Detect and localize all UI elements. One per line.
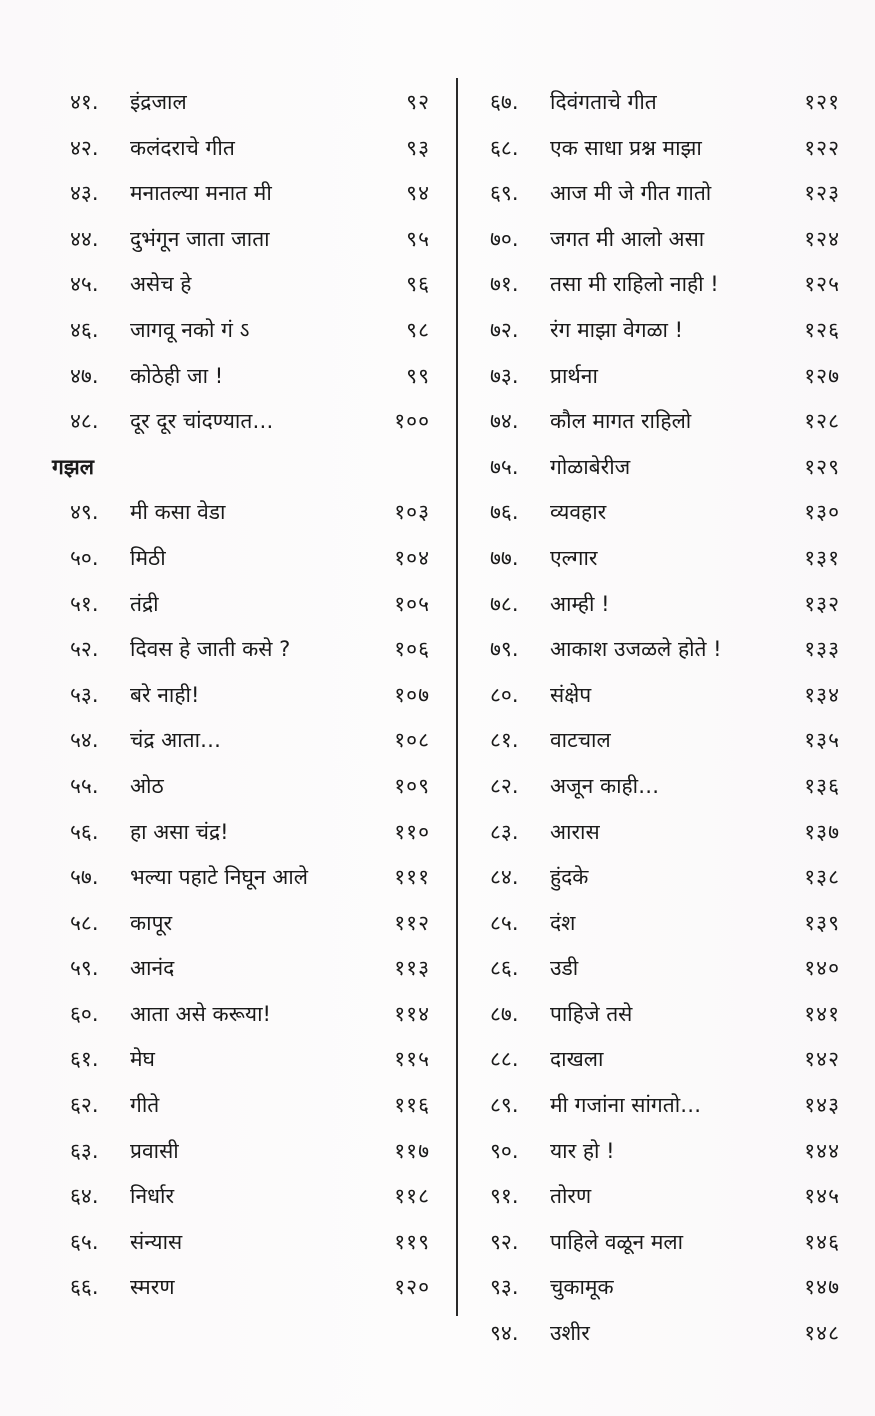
toc-entry [490, 399, 840, 445]
entry-number: ६७. [490, 90, 519, 114]
toc-entry [490, 1174, 840, 1220]
entry-title: कलंदराचे गीत [130, 135, 235, 160]
toc-entry [490, 718, 840, 764]
toc-entry [490, 1311, 840, 1357]
toc-entry [70, 627, 430, 673]
entry-title: निर्धार [130, 1184, 175, 1209]
entry-number: ८४. [490, 865, 519, 890]
entry-number: ७२. [490, 317, 519, 342]
entry-number: ६६. [70, 1275, 99, 1300]
entry-page: ११४ [394, 1001, 430, 1026]
toc-entry [70, 1220, 430, 1266]
entry-page: १२९ [804, 454, 840, 479]
entry-number: ५२. [70, 637, 99, 662]
entry-title: स्मरण [130, 1275, 175, 1300]
entry-number: ४६. [70, 317, 99, 342]
entry-title: आकाश उजळले होते ! [550, 637, 722, 662]
entry-number: ६०. [70, 1001, 99, 1026]
entry-title: इंद्रजाल [130, 90, 187, 114]
toc-entry [70, 126, 430, 172]
entry-title: यार हो ! [550, 1138, 615, 1163]
entry-page: १३० [804, 500, 840, 525]
toc-entry [490, 1083, 840, 1129]
toc-entry [70, 490, 430, 536]
entry-number: ८३. [490, 819, 519, 844]
entry-number: ६१. [70, 1047, 99, 1072]
entry-page: ११० [394, 819, 430, 844]
entry-page: १११ [394, 865, 430, 890]
entry-page: १०९ [394, 773, 430, 798]
entry-page: १०० [394, 409, 430, 434]
entry-number: ५४. [70, 728, 99, 753]
entry-page: १४५ [804, 1184, 840, 1209]
entry-number: ९०. [490, 1138, 519, 1163]
entry-number: ५६. [70, 819, 99, 844]
entry-number: ७६. [490, 500, 519, 525]
entry-number: ९२. [490, 1229, 519, 1254]
entry-title: भल्या पहाटे निघून आले [130, 865, 308, 890]
toc-entry [70, 171, 430, 217]
entry-page: १३२ [804, 591, 840, 616]
toc-entry [70, 1174, 430, 1220]
entry-title: वाटचाल [550, 728, 611, 753]
entry-number: ४९. [70, 500, 99, 525]
entry-page: ९४ [406, 181, 430, 206]
entry-title: संक्षेप [550, 682, 592, 707]
toc-entry [490, 1265, 840, 1311]
entry-title: प्रवासी [130, 1138, 179, 1163]
entry-title: जगत मी आलो असा [550, 226, 705, 251]
toc-list-part1 [70, 80, 430, 445]
entry-title: दूर दूर चांदण्यात… [130, 409, 274, 434]
toc-entry [490, 992, 840, 1038]
entry-number: ४४. [70, 226, 99, 251]
entry-number: ९१. [490, 1184, 519, 1209]
entry-number: ९३. [490, 1275, 519, 1300]
entry-number: ७३. [490, 363, 519, 388]
toc-entry [490, 627, 840, 673]
toc-entry [70, 217, 430, 263]
entry-page: १४८ [804, 1321, 840, 1346]
entry-number: ७५. [490, 454, 519, 479]
entry-number: ४५. [70, 272, 99, 297]
column-divider [456, 78, 458, 1316]
entry-number: ८८. [490, 1047, 519, 1072]
entry-page: १३७ [804, 819, 840, 844]
entry-page: ९६ [406, 272, 430, 297]
toc-entry [70, 399, 430, 445]
entry-page: १४४ [804, 1138, 840, 1163]
entry-number: ७४. [490, 409, 519, 434]
entry-number: ८१. [490, 728, 519, 753]
toc-entry [70, 992, 430, 1038]
toc-entry [490, 308, 840, 354]
toc-entry [490, 582, 840, 628]
entry-title: गोळाबेरीज [550, 454, 631, 479]
entry-number: ६८. [490, 135, 519, 160]
entry-number: ७९. [490, 637, 519, 662]
entry-number: ४७. [70, 363, 99, 388]
entry-title: तंद्री [130, 591, 159, 616]
entry-number: ८५. [490, 910, 519, 935]
entry-page: १४० [804, 956, 840, 981]
toc-entry [490, 901, 840, 947]
entry-page: १३४ [804, 682, 840, 707]
section-heading-gazal: गझल [52, 454, 94, 479]
entry-title: चंद्र आता… [130, 728, 222, 753]
toc-entry [490, 445, 840, 491]
entry-title: कोठेही जा ! [130, 363, 224, 388]
toc-entry [70, 582, 430, 628]
entry-title: हा असा चंद्र! [130, 819, 229, 844]
entry-title: आनंद [130, 956, 175, 981]
entry-page: १२१ [804, 90, 840, 114]
entry-page: १४७ [804, 1275, 840, 1300]
entry-page: १४६ [804, 1229, 840, 1254]
entry-title: एक साधा प्रश्न माझा [550, 135, 702, 160]
toc-entry [70, 354, 430, 400]
entry-title: दाखला [550, 1047, 604, 1072]
toc-entry [70, 946, 430, 992]
entry-number: ५८. [70, 910, 99, 935]
entry-number: ६२. [70, 1093, 99, 1118]
entry-page: १३६ [804, 773, 840, 798]
entry-page: १२४ [804, 226, 840, 251]
toc-list-part2 [70, 490, 430, 1311]
entry-page: ९३ [406, 135, 430, 160]
entry-number: ६९. [490, 181, 519, 206]
entry-number: ७७. [490, 545, 519, 570]
toc-entry [490, 764, 840, 810]
toc-entry [70, 80, 430, 126]
entry-title: जागवू नको गं ऽ [130, 317, 250, 342]
entry-title: गीते [130, 1093, 160, 1118]
entry-page: १४२ [804, 1047, 840, 1072]
entry-number: ९४. [490, 1321, 519, 1346]
entry-number: ५९. [70, 956, 99, 981]
entry-page: १०८ [394, 728, 430, 753]
entry-title: मिठी [130, 545, 166, 570]
entry-title: पाहिजे तसे [550, 1001, 633, 1026]
entry-page: १०५ [394, 591, 430, 616]
entry-title: ओठ [130, 773, 164, 798]
toc-entry [490, 673, 840, 719]
toc-entry [70, 536, 430, 582]
toc-entry [70, 308, 430, 354]
entry-number: ६३. [70, 1138, 99, 1163]
toc-entry [70, 718, 430, 764]
entry-title: असेच हे [130, 272, 192, 297]
entry-title: एल्गार [550, 545, 598, 570]
toc-entry [490, 1037, 840, 1083]
toc-entry [70, 1083, 430, 1129]
entry-title: पाहिले वळून मला [550, 1229, 684, 1254]
entry-number: ५५. [70, 773, 99, 798]
toc-entry [70, 1129, 430, 1175]
toc-entry [490, 536, 840, 582]
entry-page: १३१ [804, 545, 840, 570]
toc-entry [490, 490, 840, 536]
toc-entry [490, 171, 840, 217]
toc-entry [490, 1220, 840, 1266]
entry-page: ११३ [394, 956, 430, 981]
entry-number: ६४. [70, 1184, 99, 1209]
entry-page: ११६ [394, 1093, 430, 1118]
entry-number: ८२. [490, 773, 519, 798]
toc-entry [490, 262, 840, 308]
entry-title: आता असे करूया! [130, 1001, 271, 1026]
toc-entry [70, 764, 430, 810]
entry-number: ४१. [70, 90, 99, 114]
entry-number: ५३. [70, 682, 99, 707]
entry-title: बरे नाही! [130, 682, 200, 707]
entry-title: तसा मी राहिलो नाही ! [550, 272, 719, 297]
entry-title: प्रार्थना [550, 363, 598, 388]
entry-title: मी गजांना सांगतो… [550, 1093, 702, 1118]
entry-title: दुभंगून जाता जाता [130, 226, 270, 251]
entry-title: कापूर [130, 910, 173, 935]
entry-title: मनातल्या मनात मी [130, 181, 272, 206]
toc-entry [70, 1037, 430, 1083]
toc-entry [490, 217, 840, 263]
entry-title: हुंदके [550, 865, 589, 890]
toc-entry [490, 126, 840, 172]
toc-entry [70, 673, 430, 719]
entry-page: ११५ [394, 1047, 430, 1072]
entry-number: ८९. [490, 1093, 519, 1118]
entry-title: आरास [550, 819, 600, 844]
entry-page: १०४ [394, 545, 430, 570]
toc-entry [70, 855, 430, 901]
entry-title: मेघ [130, 1047, 155, 1072]
toc-right-column [490, 80, 840, 1357]
entry-page: १२३ [804, 181, 840, 206]
toc-entry [490, 810, 840, 856]
entry-number: ४२. [70, 135, 99, 160]
entry-page: १३८ [804, 865, 840, 890]
entry-title: व्यवहार [550, 500, 607, 525]
entry-title: संन्यास [130, 1229, 183, 1254]
entry-page: १४३ [804, 1093, 840, 1118]
entry-title: उशीर [550, 1321, 590, 1346]
toc-entry [70, 810, 430, 856]
entry-page: १२० [394, 1275, 430, 1300]
entry-page: १२६ [804, 317, 840, 342]
entry-number: ८७. [490, 1001, 519, 1026]
entry-page: ११९ [394, 1229, 430, 1254]
entry-page: १३५ [804, 728, 840, 753]
entry-page: ११७ [394, 1138, 430, 1163]
entry-title: रंग माझा वेगळा ! [550, 317, 684, 342]
toc-entry [490, 855, 840, 901]
entry-title: आज मी जे गीत गातो [550, 181, 712, 206]
entry-page: १३३ [804, 637, 840, 662]
entry-number: ५१. [70, 591, 99, 616]
entry-title: उडी [550, 956, 579, 981]
entry-title: अजून काही… [550, 773, 660, 798]
entry-page: १०७ [394, 682, 430, 707]
entry-title: कौल मागत राहिलो [550, 409, 692, 434]
entry-page: १०६ [394, 637, 430, 662]
entry-number: ७०. [490, 226, 519, 251]
entry-page: १२७ [804, 363, 840, 388]
entry-page: ९५ [406, 226, 430, 251]
entry-title: आम्ही ! [550, 591, 610, 616]
entry-title: दिवस हे जाती कसे ? [130, 637, 291, 662]
entry-number: ६५. [70, 1229, 99, 1254]
entry-number: ५०. [70, 545, 99, 570]
toc-left-column [52, 80, 430, 1311]
entry-number: ४८. [70, 409, 99, 434]
entry-title: दिवंगताचे गीत [550, 90, 657, 114]
entry-page: १२५ [804, 272, 840, 297]
entry-number: ८०. [490, 682, 519, 707]
toc-entry [70, 901, 430, 947]
entry-title: चुकामूक [550, 1275, 614, 1300]
entry-number: ७१. [490, 272, 519, 297]
toc-entry [490, 946, 840, 992]
entry-page: ११२ [394, 910, 430, 935]
toc-entry [490, 80, 840, 126]
entry-page: ९८ [406, 317, 430, 342]
entry-page: १४१ [804, 1001, 840, 1026]
entry-number: ५७. [70, 865, 99, 890]
toc-entry [70, 262, 430, 308]
entry-number: ८६. [490, 956, 519, 981]
toc-entry [490, 354, 840, 400]
entry-page: १३९ [804, 910, 840, 935]
entry-number: ७८. [490, 591, 519, 616]
entry-page: १२२ [804, 135, 840, 160]
entry-page: १०३ [394, 500, 430, 525]
entry-page: ९२ [406, 90, 430, 114]
toc-entry [490, 1129, 840, 1175]
entry-title: दंश [550, 910, 576, 935]
entry-page: ११८ [394, 1184, 430, 1209]
entry-page: १२८ [804, 409, 840, 434]
entry-number: ४३. [70, 181, 99, 206]
entry-title: मी कसा वेडा [130, 500, 226, 525]
entry-title: तोरण [550, 1184, 592, 1209]
entry-page: ९९ [406, 363, 430, 388]
toc-entry [70, 1265, 430, 1311]
